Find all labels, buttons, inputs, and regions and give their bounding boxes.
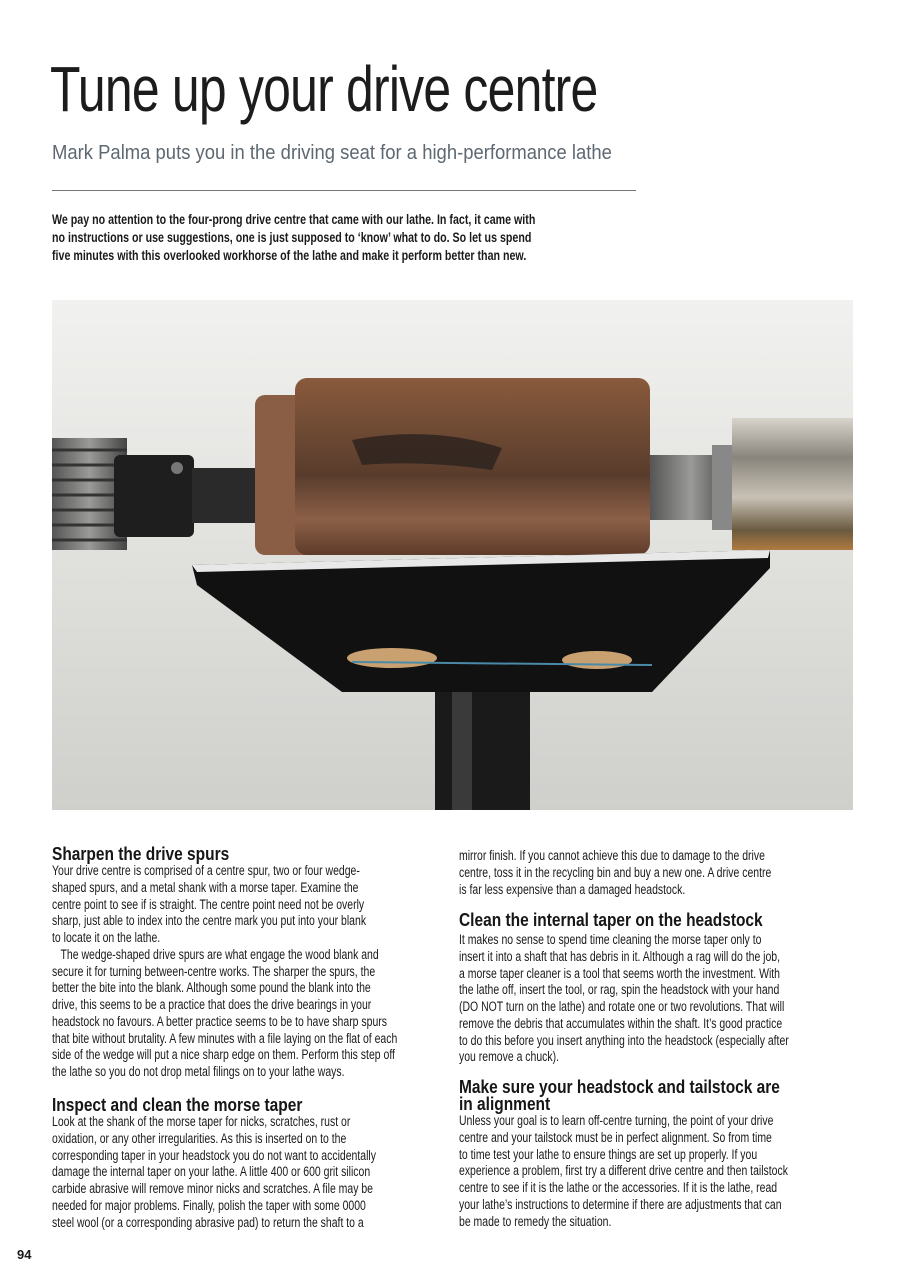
- section-sharpen-drive-spurs: [52, 846, 452, 1081]
- body-line: to locate it on the lathe.: [52, 930, 161, 945]
- subtitle: Mark Palma puts you in the driving seat for a high-performance lathe: [52, 141, 612, 164]
- section-heading: Clean the internal taper on the headstock: [459, 910, 763, 930]
- intro-line: five minutes with this overlooked workhorse of the lathe and make it perform better than new.: [52, 248, 527, 263]
- section-body-continued: [459, 848, 859, 898]
- body-line: steel wool (or a corresponding abrasive pad) to return the shaft to a: [52, 1214, 364, 1230]
- intro-paragraph: [52, 211, 664, 265]
- body-line: better the bite into the blank. Although some pound the blank into the: [52, 980, 371, 996]
- body-line: Unless your goal is to learn off-centre turning, the point of your drive: [459, 1113, 774, 1128]
- body-line: centre to see if it is the lathe or the accessories. If it is the lathe, read: [459, 1180, 778, 1195]
- body-line: Look at the shank of the morse taper for nicks, scratches, rust or: [52, 1114, 351, 1129]
- section-clean-internal-taper: [459, 912, 859, 1066]
- body-line: insert it into a shaft that has debris in it. Although a rag will do the job,: [459, 948, 781, 964]
- body-line: shaped spurs, and a metal shank with a morse taper. Examine the: [52, 879, 359, 895]
- body-line: to do this before you insert anything into the headstock (especially after: [459, 1032, 789, 1048]
- body-line: centre, toss it in the recycling bin and buy a new one. A drive centre: [459, 864, 772, 880]
- section-heading: Make sure your headstock and tailstock are: [459, 1077, 780, 1097]
- body-line: the lathe off, insert the tool, or rag, spin the headstock with your hand: [459, 982, 780, 998]
- lathe-illustration: [52, 300, 853, 810]
- body-line: centre point to see if is straight. The centre point need not be overly: [52, 896, 365, 912]
- body-line: your lathe’s instructions to determine if there are adjustments that can: [459, 1196, 782, 1212]
- wood-blank: [255, 378, 650, 555]
- section-heading: in alignment: [459, 1094, 551, 1114]
- body-line: It makes no sense to spend time cleaning the morse taper only to: [459, 932, 762, 947]
- body-line: centre and your tailstock must be in perfect alignment. So from time: [459, 1129, 772, 1145]
- tailstock: [650, 418, 853, 550]
- divider: [52, 190, 636, 191]
- body-line: a morse taper cleaner is a tool that seems worth the investment. With: [459, 965, 780, 981]
- body-line: The wedge-shaped drive spurs are what engage the wood blank and: [52, 946, 379, 962]
- section-inspect-morse-taper: [52, 1097, 452, 1231]
- section-body: [459, 932, 859, 1066]
- body-line: be made to remedy the situation.: [459, 1213, 612, 1229]
- section-continued: [459, 848, 859, 898]
- body-line: Your drive centre is comprised of a centre spur, two or four wedge-: [52, 863, 360, 878]
- body-line: carbide abrasive will remove minor nicks and scratches. A file may be: [52, 1181, 373, 1196]
- body-line: mirror finish. If you cannot achieve this due to damage to the drive: [459, 848, 765, 863]
- body-line: (DO NOT turn on the lathe) and rotate one or two revolutions. That will: [459, 999, 785, 1014]
- body-line: oxidation, or any other irregularities. As this is inserted on to the: [52, 1130, 347, 1146]
- section-heading: Inspect and clean the morse taper: [52, 1095, 303, 1115]
- body-line: secure it for turning between-centre works. The sharper the spurs, the: [52, 963, 376, 979]
- page-number: 94: [17, 1247, 32, 1262]
- section-body: [52, 1114, 452, 1231]
- body-line: to time test your lathe to ensure things are set up properly. If you: [459, 1146, 758, 1162]
- body-line: sharp, just able to index into the centre mark you put into your blank: [52, 913, 367, 929]
- lathe-photo: [52, 300, 853, 810]
- section-alignment: [459, 1079, 859, 1230]
- section-heading: Sharpen the drive spurs: [52, 844, 230, 864]
- intro-line: no instructions or use suggestions, one is just supposed to ‘know’ what to do. So let us spend: [52, 230, 532, 245]
- body-line: remove the debris that accumulates within the shaft. It’s good practice: [459, 1015, 783, 1031]
- body-line: headstock no favours. A better practice seems to be to have sharp spurs: [52, 1013, 387, 1029]
- body-line: damage the internal taper on your lathe. A little 400 or 600 grit silicon: [52, 1164, 371, 1180]
- intro-line: We pay no attention to the four-prong drive centre that came with our lathe. In fact, it came with: [52, 212, 536, 227]
- body-line: that bite without brutality. A few minutes with a file laying on the flat of each: [52, 1030, 398, 1046]
- body-line: drive, this seems to be a practice that does the drive bearings in your: [52, 997, 372, 1012]
- tool-rest: [192, 550, 770, 810]
- body-line: corresponding taper in your headstock you do not want to accidentally: [52, 1147, 376, 1163]
- body-line: is far less expensive than a damaged headstock.: [459, 881, 686, 897]
- body-line: experience a problem, first try a different drive centre and then tailstock: [459, 1163, 788, 1179]
- body-line: needed for major problems. Finally, polish the taper with some 0000: [52, 1197, 366, 1213]
- section-body: [52, 863, 452, 1081]
- body-line: side of the wedge will put a nice sharp edge on them. Perform this step off: [52, 1047, 395, 1063]
- section-body: [459, 1113, 859, 1230]
- body-line: you remove a chuck).: [459, 1049, 560, 1065]
- body-line: the lathe so you do not drop metal filings on to your lathe ways.: [52, 1064, 345, 1079]
- page-title: Tune up your drive centre: [50, 53, 598, 125]
- drive-centre: [114, 455, 257, 537]
